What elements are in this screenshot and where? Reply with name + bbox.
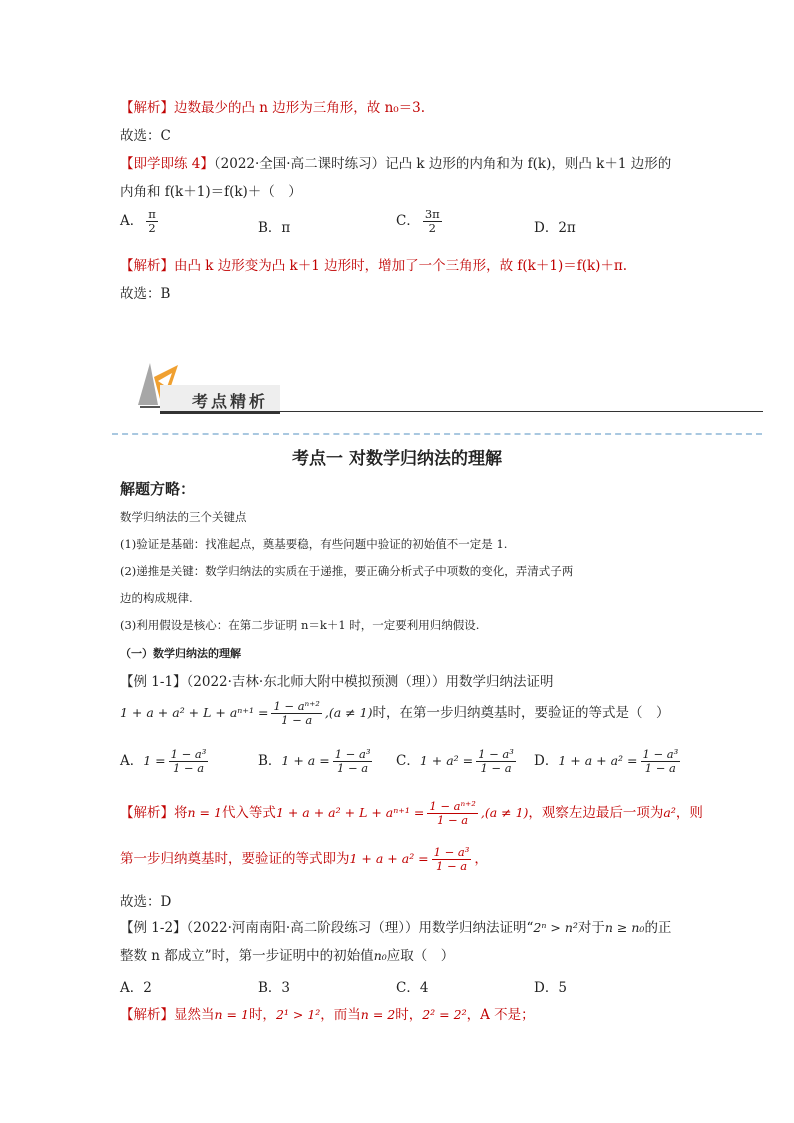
fraction-num: 1 − a³ xyxy=(642,747,679,761)
option-label: D． xyxy=(534,980,559,996)
option-label: B． xyxy=(258,753,282,770)
strategy-line: (1)验证是基础：找准起点，奠基要稳，有些问题中验证的初始值不一定是 1. xyxy=(120,537,508,551)
banner-rule xyxy=(280,411,763,412)
fraction xyxy=(146,208,158,235)
solution-tag: 【解析】 xyxy=(120,100,174,116)
option-value: 5 xyxy=(558,980,567,996)
sub-heading: （一）数学归纳法的理解 xyxy=(120,647,241,660)
solution-tag: 【解析】 xyxy=(120,805,174,822)
solution-line xyxy=(120,1003,535,1023)
example-formula xyxy=(120,700,669,727)
fraction-den: 1 − a xyxy=(172,761,205,776)
option-value: 3 xyxy=(281,980,291,996)
option-value: 2 xyxy=(143,980,152,996)
solution-text: 将 xyxy=(174,805,188,822)
example-question xyxy=(120,670,553,690)
solution-formula: n = 1 xyxy=(187,805,222,821)
solution-text: 边数最少的凸 n 边形为三角形，故 n₀＝3. xyxy=(174,100,426,116)
option-label: C． xyxy=(396,213,420,230)
solution-text: 由凸 k 边形变为凸 k＋1 边形时，增加了一个三角形，故 f(k＋1)＝f(k)＋π. xyxy=(174,258,628,274)
option-label: D． xyxy=(534,753,559,770)
fraction-den: 1 − a xyxy=(435,859,468,874)
option-value: 2π xyxy=(558,220,576,236)
option-value: π xyxy=(281,220,291,236)
answer-line: 故选：D xyxy=(120,894,172,910)
option-lhs: 1 + a = xyxy=(281,753,330,769)
solution-text: 代入等式 xyxy=(221,805,276,822)
fraction-num: π xyxy=(148,207,156,221)
option-b xyxy=(258,976,290,996)
fraction xyxy=(271,700,321,727)
solution-text: 显然当 xyxy=(174,1007,215,1023)
practice-question xyxy=(120,152,671,172)
fraction xyxy=(423,208,442,235)
fraction-den: 2 xyxy=(148,221,156,236)
fraction xyxy=(641,748,681,775)
fraction xyxy=(333,748,373,775)
solution-line xyxy=(120,96,425,116)
solution-text: ，则 xyxy=(675,805,703,822)
solution-text: 时， xyxy=(395,1007,423,1023)
option-a xyxy=(120,748,211,775)
solution-formula: 1 + a + a² + L + aⁿ⁺¹ = xyxy=(275,805,425,821)
option-label: C． xyxy=(396,753,420,770)
option-label: B． xyxy=(258,220,282,236)
example-formula: 2ⁿ > n² xyxy=(533,920,578,935)
option-lhs: 1 + a² = xyxy=(419,753,474,769)
fraction-num: 1 − aⁿ⁺² xyxy=(273,699,320,713)
solution-formula: n = 1 xyxy=(214,1007,249,1022)
solution-text: ，观察左边最后一项为 xyxy=(528,805,664,822)
dashed-divider xyxy=(112,433,762,435)
option-a xyxy=(120,976,152,996)
section-banner xyxy=(130,355,770,417)
solution-line xyxy=(120,254,627,274)
solution-text: ， xyxy=(474,851,488,868)
solution-formula: n = 2 xyxy=(360,1007,396,1022)
option-d xyxy=(534,216,576,236)
fraction-den: 2 xyxy=(428,221,436,236)
example-text: 对于 xyxy=(577,920,605,936)
option-c xyxy=(396,208,445,235)
fraction xyxy=(427,800,477,827)
fraction-num: 1 − aⁿ⁺² xyxy=(429,799,476,813)
fraction-den: 1 − a xyxy=(281,713,313,728)
option-label: A． xyxy=(120,980,144,996)
fraction-den: 1 − a xyxy=(480,761,512,776)
option-b xyxy=(258,216,290,236)
solution-tag: 【解析】 xyxy=(120,258,174,274)
example-text: （2022·河南南阳·高二阶段练习（理））用数学归纳法证明“ xyxy=(186,920,534,936)
practice-text: （2022·全国·高二课时练习）记凸 k 边形的内角和为 f(k)，则凸 k＋1 边形的 xyxy=(213,156,672,172)
solution-formula: 2² = 2² xyxy=(422,1007,467,1022)
solution-text: ，A 不是； xyxy=(466,1007,535,1023)
option-a xyxy=(120,208,161,235)
fraction-num: 1 − a³ xyxy=(334,747,371,761)
solution-text: 时， xyxy=(248,1007,276,1023)
strategy-title: 解题方略： xyxy=(120,480,196,498)
example-text: （2022·吉林·东北师大附中模拟预测（理））用数学归纳法证明 xyxy=(186,674,554,690)
example-question xyxy=(120,916,671,936)
fraction-den: 1 − a xyxy=(337,761,369,776)
option-d xyxy=(534,976,567,996)
fraction-den: 1 − a xyxy=(644,761,676,776)
fraction-num: 1 − a³ xyxy=(433,845,470,859)
example-tag: 【例 1-2】 xyxy=(120,920,187,936)
strategy-line: (3)利用假设是核心：在第二步证明 n＝k＋1 时，一定要利用归纳假设. xyxy=(120,618,480,632)
strategy-line: 数学归纳法的三个关键点 xyxy=(120,510,247,524)
solution-formula: 2¹ > 1² xyxy=(275,1007,321,1022)
fraction xyxy=(476,748,516,775)
option-label: A． xyxy=(120,753,144,770)
option-label: B． xyxy=(258,980,282,996)
example-formula: n ≥ n₀ xyxy=(604,920,645,935)
solution-text: 第一步归纳奠基时，要验证的等式即为 xyxy=(120,851,350,868)
fraction-num: 1 − a³ xyxy=(170,747,207,761)
example-formula: n₀ xyxy=(373,948,387,963)
solution-line xyxy=(120,800,703,827)
solution-formula: 1 + a + a² = xyxy=(349,851,429,867)
option-b xyxy=(258,748,375,775)
fraction-num: 1 − a³ xyxy=(478,747,514,761)
answer-line: 故选：B xyxy=(120,286,171,302)
strategy-line: 边的构成规律. xyxy=(120,591,193,605)
option-label: D． xyxy=(534,220,559,236)
option-lhs: 1 = xyxy=(143,753,166,769)
solution-tag: 【解析】 xyxy=(120,1007,174,1023)
example-text: 的正 xyxy=(644,920,672,936)
formula-lhs: 1 + a + a² + L + aⁿ⁺¹ = xyxy=(120,705,269,721)
option-c xyxy=(396,748,519,775)
solution-formula: a² xyxy=(663,805,676,821)
solution-text: ，而当 xyxy=(320,1007,361,1023)
option-label: A． xyxy=(120,213,144,230)
banner-title: 考点精析 xyxy=(192,392,269,411)
solution-formula: ,(a ≠ 1) xyxy=(480,805,529,821)
example-tag: 【例 1-1】 xyxy=(120,674,187,690)
solution-line xyxy=(120,846,488,873)
section-title: 考点一 对数学归纳法的理解 xyxy=(292,449,502,469)
example-question-cont xyxy=(120,944,454,964)
option-label: C． xyxy=(396,980,420,996)
practice-tag: 【即学即练 4】 xyxy=(120,156,214,172)
example-text: 整数 n 都成立”时，第一步证明中的初始值 xyxy=(120,948,374,964)
practice-question-cont: 内角和 f(k＋1)＝f(k)＋（ ） xyxy=(120,184,302,200)
example-text: 应取（ ） xyxy=(386,948,455,964)
fraction xyxy=(169,748,209,775)
fraction-num: 3π xyxy=(424,207,440,221)
option-value: 4 xyxy=(419,980,429,996)
answer-line: 故选：C xyxy=(120,128,171,144)
option-d xyxy=(534,748,683,775)
formula-cond: ,(a ≠ 1) xyxy=(324,705,373,721)
fraction xyxy=(432,846,472,873)
option-c xyxy=(396,976,428,996)
formula-tail: 时，在第一步归纳奠基时，要验证的等式是（ ） xyxy=(372,705,670,722)
strategy-line: (2)递推是关键：数学归纳法的实质在于递推，要正确分析式子中项数的变化，弄清式子两 xyxy=(120,564,574,578)
fraction-den: 1 − a xyxy=(437,813,469,828)
option-lhs: 1 + a + a² = xyxy=(558,753,638,769)
